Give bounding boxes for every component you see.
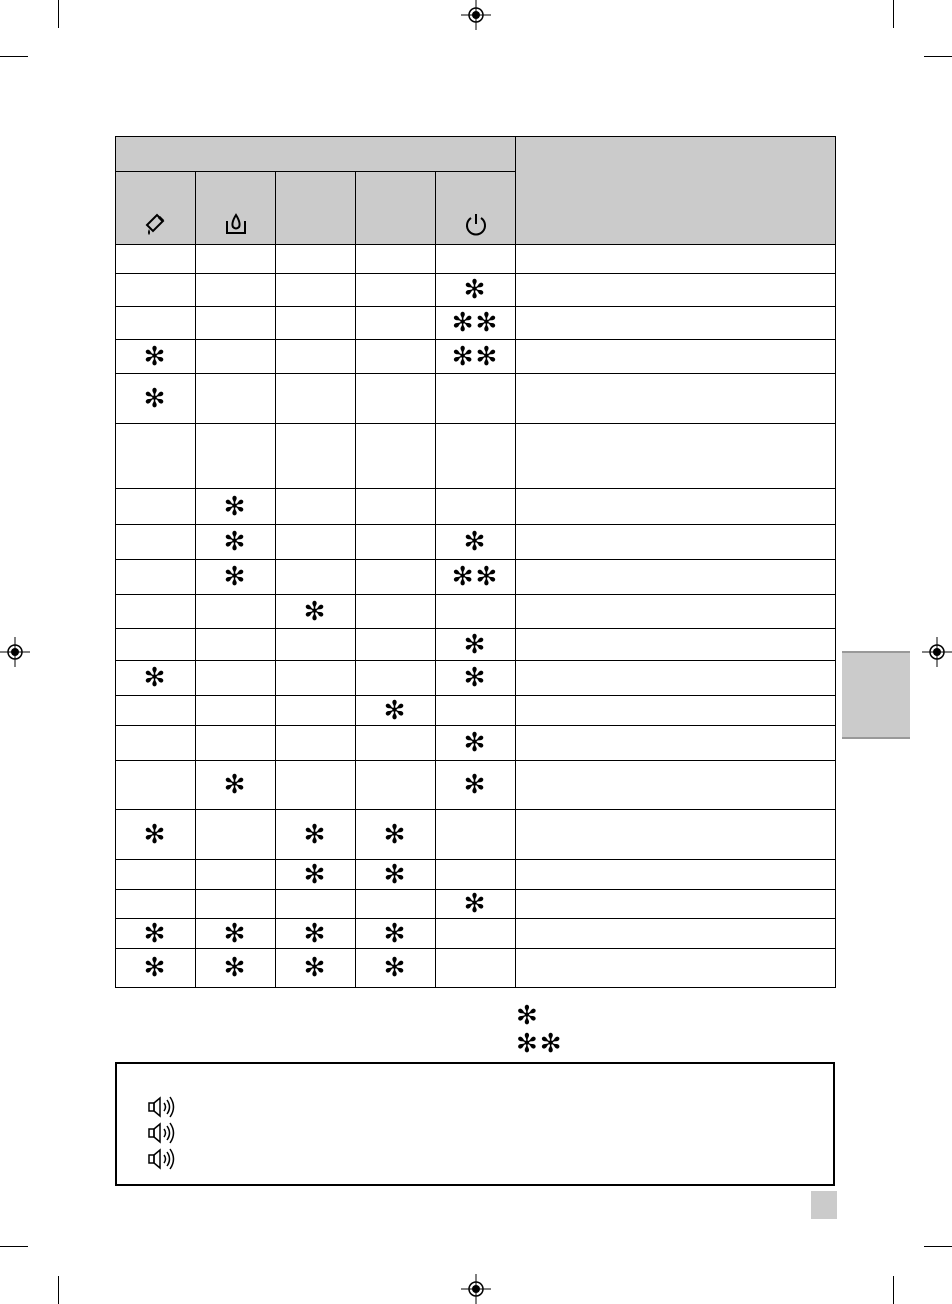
table-row [116, 949, 836, 988]
indicator-cell [116, 560, 196, 595]
table-row [116, 890, 836, 919]
indicator-cell [436, 274, 516, 307]
indicator-star: ✻ [383, 953, 408, 983]
indicator-star: ✻ [143, 383, 168, 414]
table-row [116, 560, 836, 595]
indicator-cell [196, 696, 276, 726]
indicator-cell [276, 661, 356, 696]
indicator-cell [356, 761, 436, 810]
table-row [116, 525, 836, 560]
indicator-cell [276, 595, 356, 629]
indicator-cell [276, 629, 356, 661]
description-cell [516, 860, 836, 890]
indicator-cell [436, 890, 516, 919]
table-row [116, 424, 836, 489]
indicator-cell [276, 245, 356, 274]
crop-mark [58, 1276, 59, 1304]
registration-mark-icon [0, 637, 30, 667]
indicator-star: ✻ [383, 819, 408, 850]
crop-mark [924, 56, 952, 57]
indicator-cell [436, 661, 516, 696]
indicator-cell [356, 245, 436, 274]
indicator-cell [436, 629, 516, 661]
indicator-cell [436, 726, 516, 761]
crop-mark [893, 0, 894, 28]
chapter-tab [842, 651, 910, 739]
registration-mark-icon [461, 0, 491, 30]
table-row [116, 761, 836, 810]
description-cell [516, 810, 836, 860]
indicator-cell [276, 489, 356, 525]
indicator-cell [276, 560, 356, 595]
indicator-cell [116, 919, 196, 949]
indicator-cell [436, 489, 516, 525]
indicator-cell [436, 525, 516, 560]
indicator-cell [356, 525, 436, 560]
indicator-cell [436, 374, 516, 424]
indicator-cell [356, 726, 436, 761]
crop-mark [893, 1276, 894, 1304]
indicator-cell [116, 890, 196, 919]
registration-mark-icon [922, 637, 952, 667]
indicator-cell [276, 761, 356, 810]
indicator-status-table [115, 136, 836, 988]
indicator-cell [116, 810, 196, 860]
indicator-cell [356, 374, 436, 424]
legend-single-star: ✻ [516, 1001, 540, 1031]
table-row [116, 307, 836, 340]
description-cell [516, 629, 836, 661]
header-cell [116, 172, 196, 245]
indicator-cell [196, 890, 276, 919]
indicator-cell [116, 274, 196, 307]
indicator-group-header [116, 137, 516, 172]
indicator-star: ✻ [463, 629, 488, 660]
description-cell [516, 949, 836, 988]
indicator-star: ✻ [383, 695, 408, 726]
indicator-cell [196, 374, 276, 424]
indicator-cell [436, 340, 516, 374]
description-cell [516, 245, 836, 274]
page-number-box [811, 1191, 837, 1219]
indicator-star: ✻✻ [451, 562, 500, 592]
indicator-cell [276, 340, 356, 374]
indicator-cell [356, 919, 436, 949]
table-row [116, 696, 836, 726]
indicator-cell [196, 274, 276, 307]
indicator-cell [116, 949, 196, 988]
indicator-cell [196, 726, 276, 761]
indicator-star: ✻ [143, 663, 168, 693]
indicator-cell [356, 810, 436, 860]
registration-mark-icon [461, 1274, 491, 1304]
table-row [116, 489, 836, 525]
description-cell [516, 919, 836, 949]
indicator-star: ✻ [463, 770, 488, 800]
indicator-star: ✻ [223, 527, 248, 557]
indicator-cell [356, 629, 436, 661]
table-row [116, 274, 836, 307]
indicator-cell [436, 761, 516, 810]
table-row [116, 374, 836, 424]
indicator-star: ✻✻ [451, 341, 500, 372]
indicator-cell [276, 424, 356, 489]
indicator-cell [356, 696, 436, 726]
indicator-cell [436, 810, 516, 860]
indicator-cell [116, 307, 196, 340]
note-box [115, 1062, 835, 1186]
indicator-cell [356, 307, 436, 340]
indicator-cell [436, 245, 516, 274]
indicator-cell [276, 525, 356, 560]
indicator-cell [436, 595, 516, 629]
speaker-icon [147, 1148, 177, 1170]
indicator-star: ✻ [303, 596, 328, 627]
description-cell [516, 890, 836, 919]
indicator-cell [116, 761, 196, 810]
indicator-cell [116, 629, 196, 661]
indicator-cell [116, 595, 196, 629]
indicator-cell [276, 949, 356, 988]
indicator-cell [356, 949, 436, 988]
indicator-cell [276, 307, 356, 340]
indicator-star: ✻ [223, 562, 248, 592]
indicator-cell [436, 696, 516, 726]
indicator-cell [196, 595, 276, 629]
water-tank-icon [223, 211, 249, 237]
indicator-cell [436, 424, 516, 489]
indicator-cell [196, 860, 276, 890]
indicator-cell [276, 274, 356, 307]
crop-mark [58, 0, 59, 28]
indicator-star: ✻✻ [451, 308, 500, 338]
indicator-star: ✻ [463, 663, 488, 693]
indicator-cell [356, 424, 436, 489]
indicator-cell [196, 919, 276, 949]
indicator-star: ✻ [383, 918, 408, 949]
indicator-star: ✻ [223, 770, 248, 800]
legend-double-star: ✻✻ [516, 1029, 564, 1059]
header-cell [196, 172, 276, 245]
indicator-cell [196, 489, 276, 525]
indicator-star: ✻ [223, 918, 248, 949]
crop-mark [0, 56, 28, 57]
indicator-cell [116, 661, 196, 696]
description-cell [516, 274, 836, 307]
description-cell [516, 560, 836, 595]
table-row [116, 245, 836, 274]
indicator-star: ✻ [463, 275, 488, 305]
table-row [116, 340, 836, 374]
indicator-cell [356, 560, 436, 595]
indicator-cell [196, 525, 276, 560]
indicator-star: ✻ [303, 918, 328, 949]
indicator-cell [196, 560, 276, 595]
indicator-star: ✻ [303, 953, 328, 983]
indicator-cell [196, 307, 276, 340]
indicator-cell [356, 489, 436, 525]
indicator-cell [116, 340, 196, 374]
description-cell [516, 761, 836, 810]
indicator-cell [116, 424, 196, 489]
description-cell [516, 489, 836, 525]
indicator-cell [436, 307, 516, 340]
table-body [116, 245, 836, 988]
indicator-cell [196, 424, 276, 489]
indicator-star: ✻ [303, 859, 328, 890]
indicator-star: ✻ [383, 859, 408, 890]
table-row [116, 661, 836, 696]
indicator-cell [116, 726, 196, 761]
indicator-star: ✻ [463, 527, 488, 557]
description-cell [516, 726, 836, 761]
header-cell [276, 172, 356, 245]
speaker-icon [147, 1096, 177, 1118]
table-row [116, 595, 836, 629]
description-cell [516, 661, 836, 696]
indicator-cell [276, 810, 356, 860]
power-icon [463, 211, 489, 237]
description-cell [516, 696, 836, 726]
indicator-cell [276, 726, 356, 761]
description-cell [516, 374, 836, 424]
indicator-star: ✻ [463, 728, 488, 758]
indicator-star: ✻ [223, 491, 248, 522]
indicator-star: ✻ [143, 341, 168, 372]
indicator-cell [356, 595, 436, 629]
indicator-cell [196, 949, 276, 988]
indicator-cell [116, 525, 196, 560]
indicator-star: ✻ [223, 953, 248, 983]
indicator-star: ✻ [303, 819, 328, 850]
indicator-cell [196, 761, 276, 810]
indicator-star: ✻ [463, 889, 488, 919]
indicator-star: ✻ [143, 918, 168, 949]
indicator-cell [116, 489, 196, 525]
crop-mark [0, 1246, 28, 1247]
indicator-cell [436, 919, 516, 949]
indicator-cell [196, 661, 276, 696]
indicator-cell [356, 274, 436, 307]
description-cell [516, 340, 836, 374]
indicator-cell [276, 374, 356, 424]
indicator-cell [356, 860, 436, 890]
crop-mark [924, 1246, 952, 1247]
pencil-drop-icon [143, 211, 169, 237]
description-header [516, 137, 836, 245]
indicator-cell [356, 340, 436, 374]
indicator-cell [276, 890, 356, 919]
indicator-cell [196, 245, 276, 274]
indicator-cell [276, 696, 356, 726]
description-cell [516, 307, 836, 340]
indicator-cell [356, 661, 436, 696]
table-row [116, 629, 836, 661]
description-cell [516, 595, 836, 629]
indicator-cell [276, 919, 356, 949]
indicator-cell [436, 860, 516, 890]
indicator-cell [116, 374, 196, 424]
indicator-cell [436, 949, 516, 988]
table-row [116, 919, 836, 949]
indicator-star: ✻ [143, 819, 168, 850]
table-row [116, 810, 836, 860]
indicator-cell [116, 860, 196, 890]
header-cell [356, 172, 436, 245]
table-row [116, 726, 836, 761]
speaker-icon [147, 1122, 177, 1144]
indicator-cell [276, 860, 356, 890]
indicator-cell [196, 340, 276, 374]
indicator-cell [436, 560, 516, 595]
indicator-cell [116, 245, 196, 274]
indicator-cell [116, 696, 196, 726]
indicator-cell [356, 890, 436, 919]
header-cell [436, 172, 516, 245]
table-row [116, 860, 836, 890]
indicator-cell [196, 810, 276, 860]
description-cell [516, 424, 836, 489]
indicator-cell [196, 629, 276, 661]
description-cell [516, 525, 836, 560]
indicator-star: ✻ [143, 953, 168, 983]
